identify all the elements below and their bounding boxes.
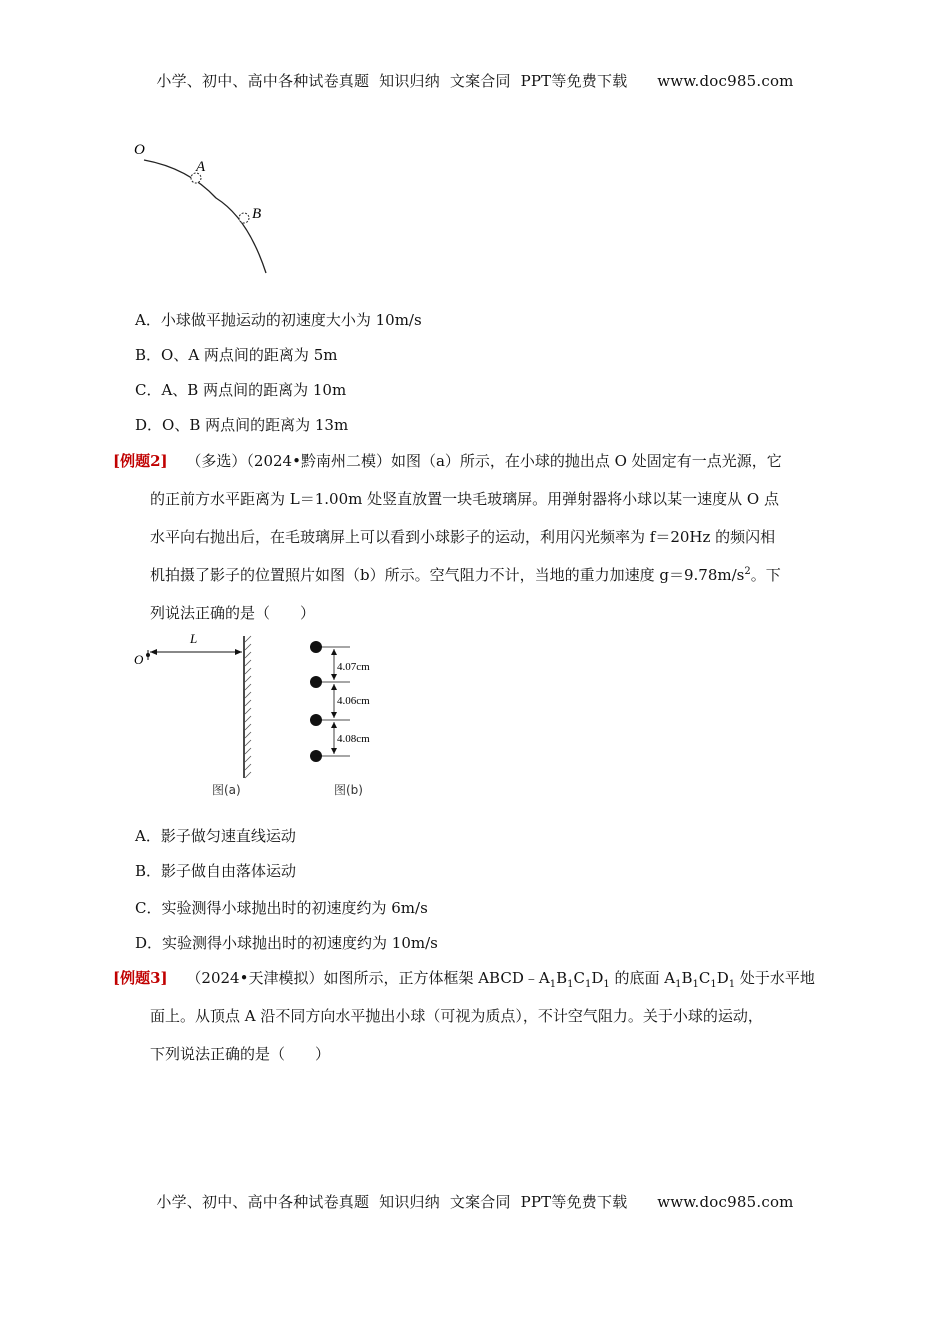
example2-tag: [例题2] <box>113 452 168 470</box>
example2-text-1: （多选）（2024•黔南州二模）如图（a）所示，在小球的抛出点 O 处固定有一点光源，它 <box>186 452 782 470</box>
q2-option-d: D．实验测得小球抛出时的初速度约为 10m/s <box>135 934 438 952</box>
q1-option-a: A．小球做平抛运动的初速度大小为 10m/s <box>135 311 422 329</box>
q1-option-d: D．O、B 两点间的距离为 13m <box>135 416 349 434</box>
caption-b: 图(b) <box>334 783 363 797</box>
example2-line4 <box>150 564 781 585</box>
example2-line2: 的正前方水平距离为 L＝1.00m 处竖直放置一块毛玻璃屏。用弹射器将小球以某一速度从 O 点 <box>150 490 779 508</box>
example3-line1 <box>113 967 815 990</box>
gap-label-1: 4.07cm <box>337 661 370 673</box>
trajectory-figure <box>128 138 288 283</box>
example2-line4-text: 机拍摄了影子的位置照片如图（b）所示。空气阻力不计，当地的重力加速度 g＝9.78m/s <box>150 566 745 584</box>
caption-a: 图(a) <box>212 783 241 797</box>
example3-line2: 面上。从顶点 A 沿不同方向水平抛出小球（可视为质点），不计空气阻力。关于小球的运动， <box>150 1007 763 1025</box>
arrow-head-left <box>150 649 157 655</box>
shadow-figure <box>128 628 398 803</box>
q2-option-a: A．影子做匀速直线运动 <box>135 827 296 845</box>
example2-line5: 列说法正确的是（ ） <box>150 604 316 622</box>
label-a: A <box>196 159 206 175</box>
label-o-2: O <box>134 652 144 667</box>
point-b-marker <box>239 213 249 223</box>
q2-option-b: B．影子做自由落体运动 <box>135 862 297 880</box>
screen-hatching <box>245 636 251 778</box>
page-footer: 小学、初中、高中各种试卷真题 知识归纳 文案合同 PPT等免费下载 www.doc985.com <box>156 1193 794 1211</box>
example3-line3: 下列说法正确的是（ ） <box>150 1045 331 1063</box>
gap-label-3: 4.08cm <box>337 733 370 745</box>
example2-line3: 水平向右抛出后，在毛玻璃屏上可以看到小球影子的运动，利用闪光频率为 f＝20Hz 的频闪相 <box>150 528 776 546</box>
label-l: L <box>190 631 198 646</box>
example2-line4-tail: 。下 <box>750 566 781 584</box>
example3-tag: [例题3] <box>113 969 168 987</box>
q1-option-c: C．A、B 两点间的距离为 10m <box>135 381 347 399</box>
q1-option-b: B．O、A 两点间的距离为 5m <box>135 346 338 364</box>
label-o: O <box>134 142 145 158</box>
example3-text-1: （2024•天津模拟）如图所示，正方体框架 $ABCD﹣A_1B_1C_1D_1$ 的底面 $A_1B_1C_1D_1$ 处于水平地 <box>186 969 815 990</box>
arrow-head-right <box>235 649 242 655</box>
page-header: 小学、初中、高中各种试卷真题 知识归纳 文案合同 PPT等免费下载 www.doc985.com <box>156 72 794 90</box>
label-b: B <box>252 206 262 222</box>
q2-option-c: C．实验测得小球抛出时的初速度约为 6m/s <box>135 899 428 917</box>
gravity-exponent: 2 <box>744 566 751 577</box>
gap-label-2: 4.06cm <box>337 695 370 707</box>
example2-line1 <box>113 450 782 471</box>
